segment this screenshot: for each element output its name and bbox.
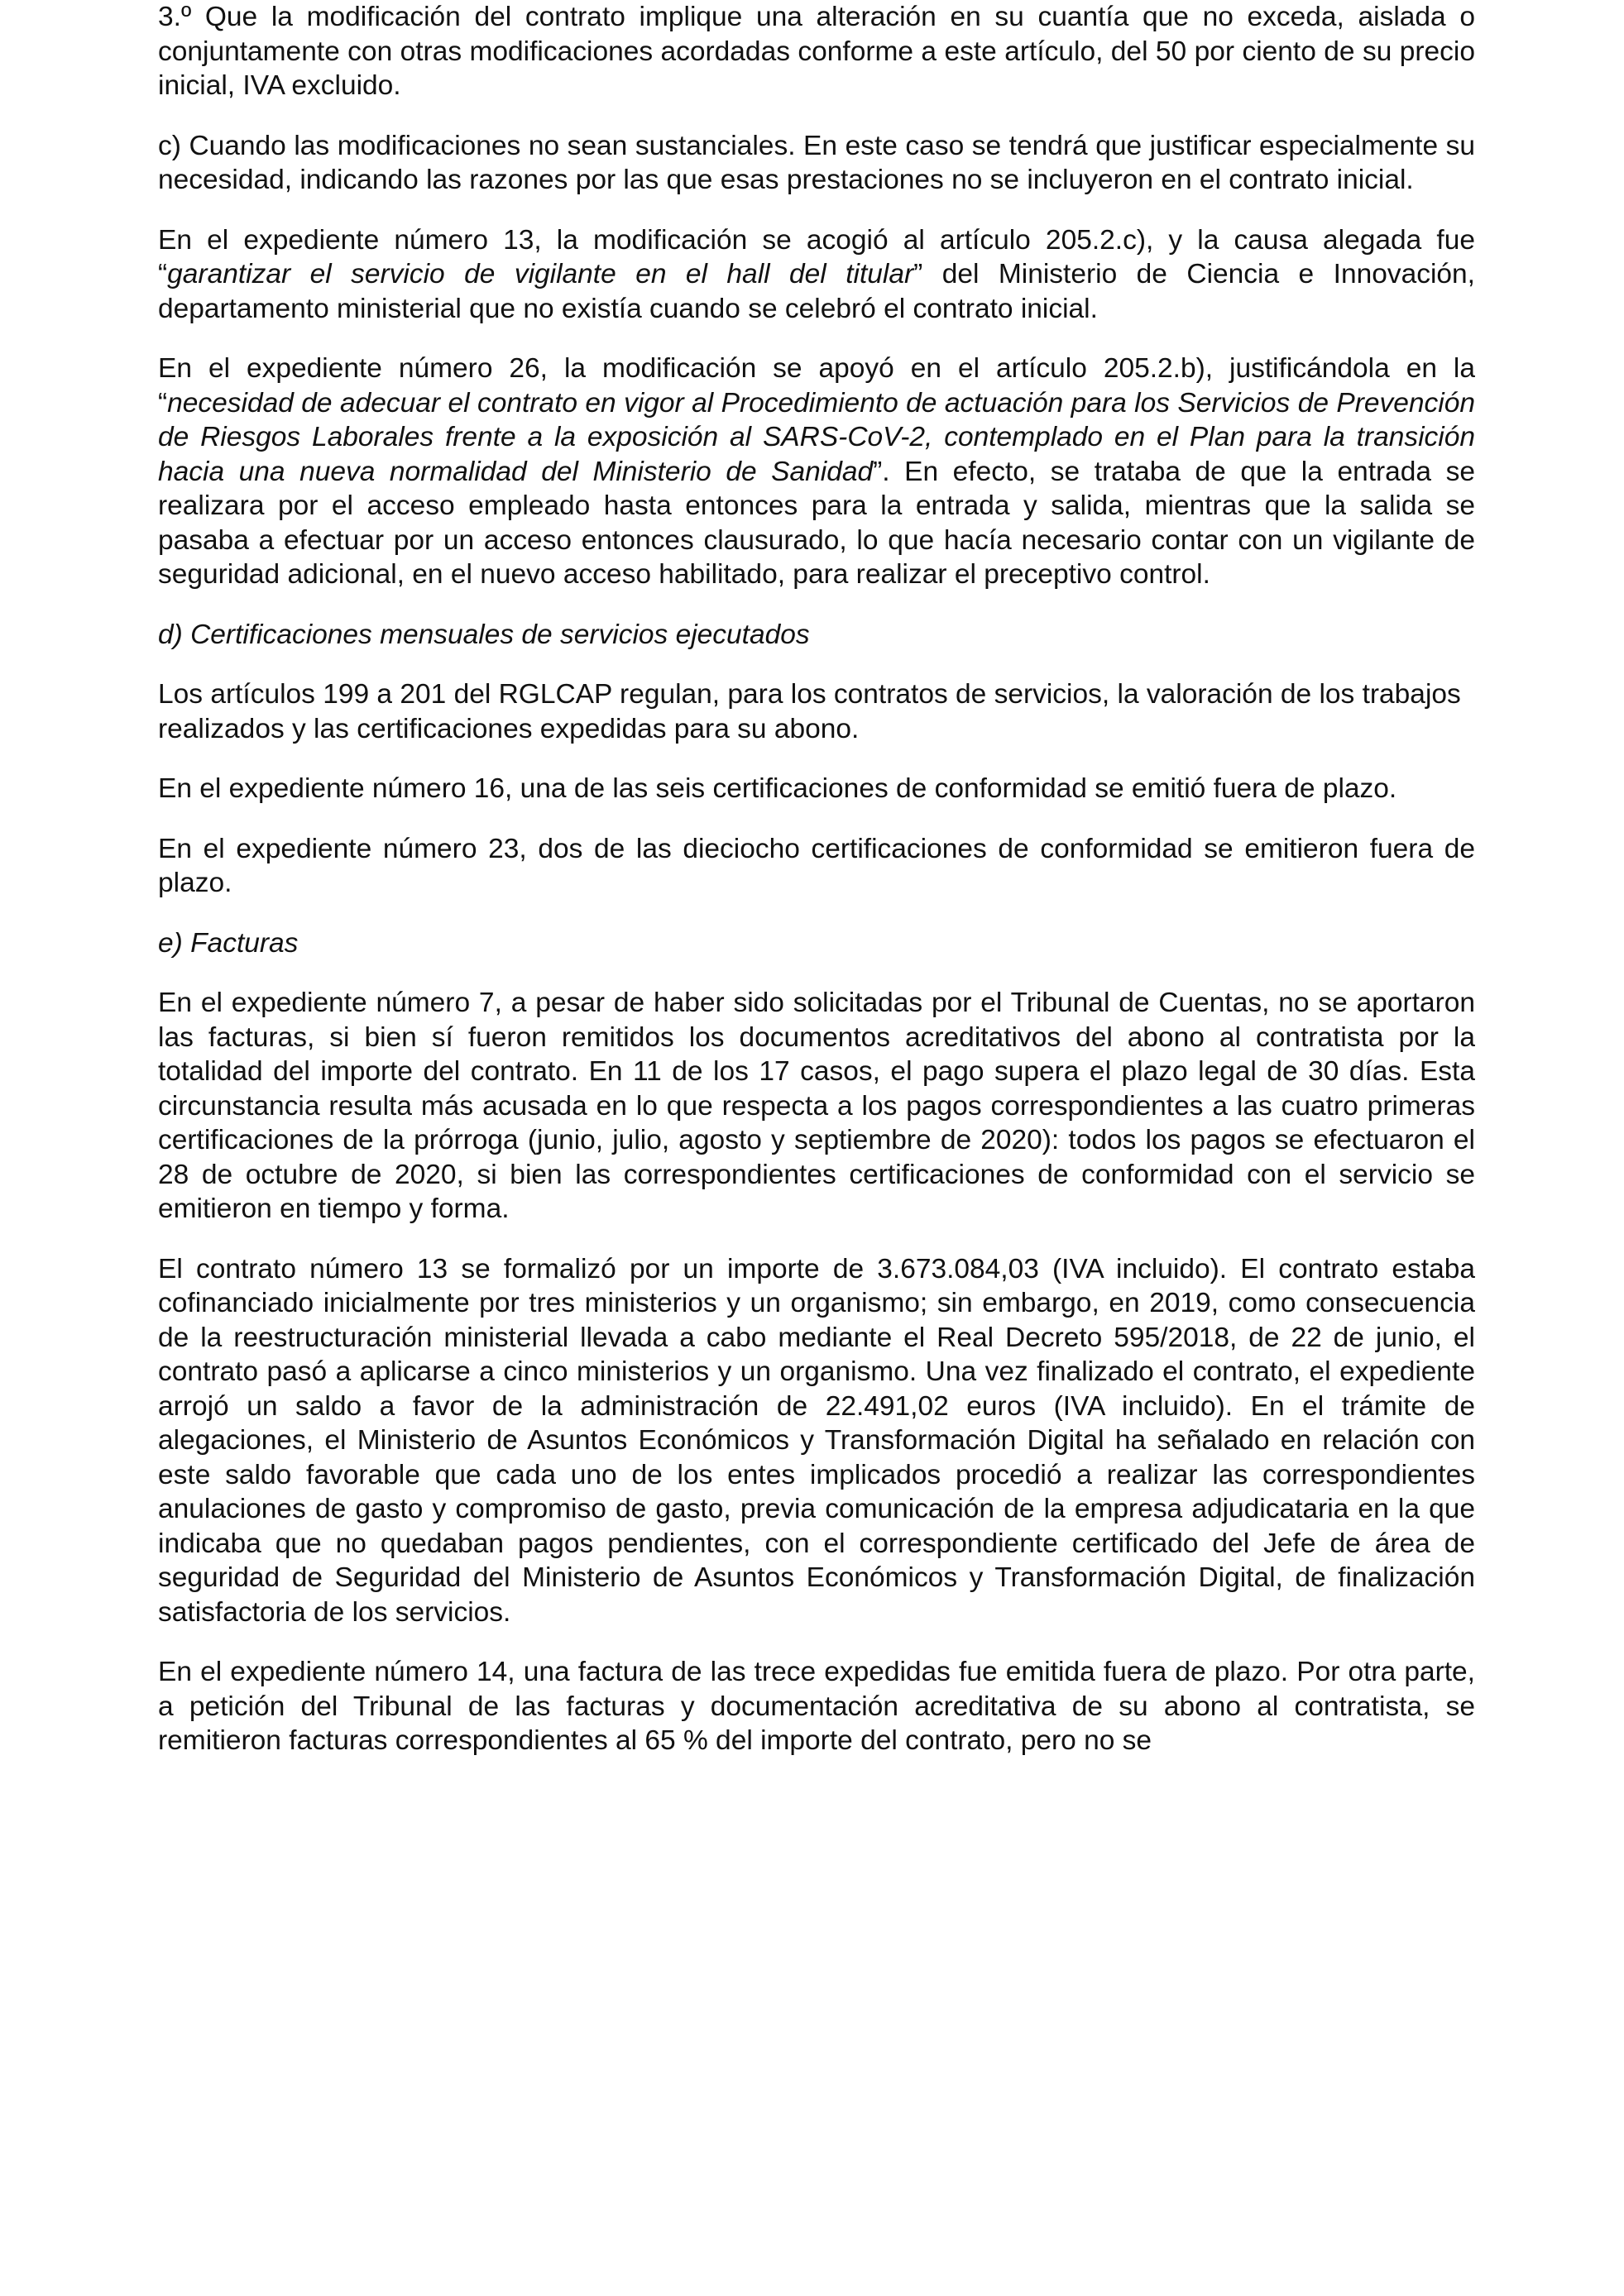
quoted-justification: necesidad de adecuar el contrato en vigor al Procedimiento de actuación para los Servicios de Prevención de Riesgos Laborales frente a la exposición al SARS-CoV-2, contemplado en el Plan para la transición hacia una nueva normalidad del Ministerio de Sanidad [158, 387, 1475, 487]
paragraph-non-substantial-modifications: c) Cuando las modificaciones no sean sustanciales. En este caso se tendrá que justificar especialmente su necesidad, indicando las razones por las que esas prestaciones no se incluyeron en el contrato inicial. [158, 130, 1475, 195]
paragraph-text: En el expediente número 26, la modificación se apoyó en el artículo 205.2.b), justificándola en la “ [158, 353, 1475, 419]
paragraph-expediente-14: En el expediente número 14, una factura de las trece expedidas fue emitida fuera de plazo. Por otra parte, a petición del Tribunal de las facturas y documentación acreditativa de su abono al contratista, se remitieron facturas correspondientes al 65 % del importe del contrato, pero no se [158, 1657, 1475, 1756]
paragraph-expediente-7: En el expediente número 7, a pesar de haber sido solicitadas por el Tribunal de Cuentas, no se aportaron las facturas, si bien sí fueron remitidos los documentos acreditativos del abono al contratista por la totalidad del importe del contrato. En 11 de los 17 casos, el pago supera el plazo legal de 30 días. Esta circunstancia resulta más acusada en lo que respecta a los pagos correspondientes a las cuatro primeras certificaciones de la prórroga (junio, julio, agosto y septiembre de 2020): todos los pagos se efectuaron el 28 de octubre de 2020, si bien las correspondientes certificaciones de conformidad con el servicio se emitieron en tiempo y forma. [158, 988, 1475, 1224]
paragraph-expediente-16: En el expediente número 16, una de las seis certificaciones de conformidad se emitió fuera de plazo. [158, 773, 1397, 804]
paragraph-expediente-26 [158, 352, 1475, 592]
paragraph-text: ”. En efecto, se trataba de que la entrada se realizara por el acceso empleado hasta entonces para la entrada y salida, mientras que la salida se pasaba a efectuar por un acceso entonces clausurado, lo que hacía necesario contar con un vigilante de seguridad adicional, en el nuevo acceso habilitado, para realizar el preceptivo control. [158, 456, 1475, 590]
paragraph-rglcap: Los artículos 199 a 201 del RGLCAP regulan, para los contratos de servicios, la valoración de los trabajos realizados y las certificaciones expedidas para su abono. [158, 679, 1461, 744]
paragraph-text: En el expediente número 13, la modificación se acogió al artículo 205.2.c), y la causa alegada fue “ [158, 224, 1475, 289]
paragraph-modification-limit: 3.º Que la modificación del contrato implique una alteración en su cuantía que no exceda, aislada o conjuntamente con otras modificaciones acordadas conforme a este artículo, del 50 por ciento de su precio inicial, IVA excluido. [158, 2, 1475, 101]
paragraph-text: ” del Ministerio de Ciencia e Innovación, departamento ministerial que no existía cuando se celebró el contrato inicial. [158, 259, 1475, 324]
quoted-cause: garantizar el servicio de vigilante en el hall del titular [167, 259, 914, 289]
paragraph-expediente-13 [158, 223, 1475, 327]
section-heading-certificaciones: d) Certificaciones mensuales de servicios ejecutados [158, 619, 810, 650]
paragraph-expediente-23: En el expediente número 23, dos de las dieciocho certificaciones de conformidad se emitieron fuera de plazo. [158, 833, 1475, 898]
document-page [158, 0, 1475, 1784]
section-heading-facturas: e) Facturas [158, 927, 299, 959]
paragraph-contrato-13: El contrato número 13 se formalizó por un importe de 3.673.084,03 (IVA incluido). El contrato estaba cofinanciado inicialmente por tres ministerios y un organismo; sin embargo, en 2019, como consecuencia de la reestructuración ministerial llevada a cabo mediante el Real Decreto 595/2018, de 22 de junio, el contrato pasó a aplicarse a cinco ministerios y un organismo. Una vez finalizado el contrato, el expediente arrojó un saldo a favor de la administración de 22.491,02 euros (IVA incluido). En el trámite de alegaciones, el Ministerio de Asuntos Económicos y Transformación Digital ha señalado en relación con este saldo favorable que cada uno de los entes implicados procedió a realizar las correspondientes anulaciones de gasto y compromiso de gasto, previa comunicación de la empresa adjudicataria en la que indicaba que no quedaban pagos pendientes, con el correspondiente certificado del Jefe de área de seguridad de Seguridad del Ministerio de Asuntos Económicos y Transformación Digital, de finalización satisfactoria de los servicios. [158, 1253, 1475, 1628]
